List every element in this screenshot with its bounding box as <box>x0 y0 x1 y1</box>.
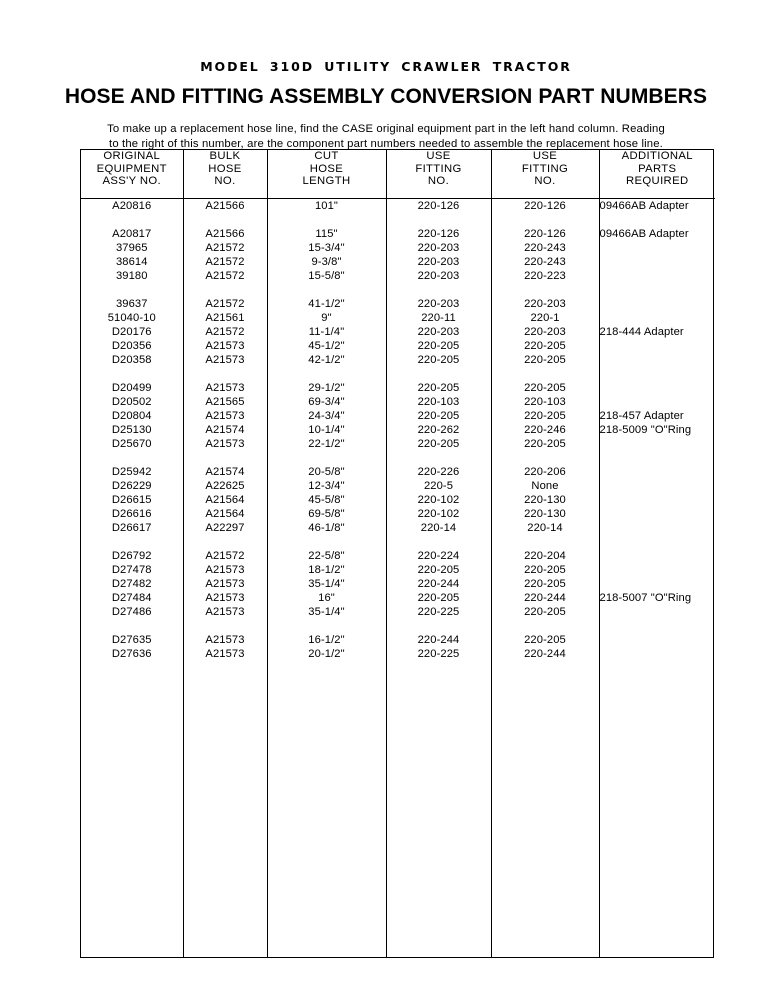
page-title: HOSE AND FITTING ASSEMBLY CONVERSION PART NUMBERS <box>64 85 708 108</box>
column-cell-cut-hose-length <box>267 199 386 958</box>
table-row: 220-205 <box>417 382 460 394</box>
table-row: D25670 <box>111 438 152 450</box>
table-row: D26617 <box>111 522 152 534</box>
table-row: 51040-10 <box>107 312 156 324</box>
table-row: D27635 <box>111 634 152 646</box>
column-cell-original-equipment-assy-no <box>81 199 183 958</box>
table-row: 220-205 <box>417 592 460 604</box>
table-row-group <box>184 381 267 451</box>
table-row-group <box>492 199 599 213</box>
table-row-group <box>184 633 267 661</box>
table-row-group <box>600 297 716 367</box>
table-row-group <box>387 199 491 213</box>
table-row: 39637 <box>115 298 148 310</box>
table-row-group <box>268 465 386 535</box>
table-row-group <box>387 381 491 451</box>
table-row: 46-1/8" <box>308 522 345 534</box>
table-row-group <box>492 633 599 661</box>
column-header-line: FITTING <box>415 162 462 175</box>
table-row: 220-223 <box>524 270 566 282</box>
table-row: D25130 <box>111 424 152 436</box>
table-row: 220-203 <box>417 270 460 282</box>
table-row: A21564 <box>205 494 245 506</box>
column-header-line: HOSE <box>309 162 344 175</box>
column-header-line: PARTS <box>638 162 677 175</box>
table-row: 220-11 <box>421 312 456 324</box>
table-row: A21573 <box>205 634 245 646</box>
table-row: 220-225 <box>417 606 460 618</box>
table-row: D20502 <box>111 396 152 408</box>
table-row: 220-225 <box>417 648 460 660</box>
table-row-group <box>600 465 716 535</box>
table-row-group <box>184 227 267 283</box>
table-row: A21573 <box>205 354 245 366</box>
table-row: 220-246 <box>524 424 566 436</box>
table-row: 220-1 <box>530 312 560 324</box>
table-row: 29-1/2" <box>308 382 345 394</box>
table-row-group <box>268 297 386 367</box>
table-row: 220-5 <box>423 480 454 492</box>
table-row: A21573 <box>205 648 245 660</box>
table-row: 45-5/8" <box>308 494 345 506</box>
table-row-group <box>387 227 491 283</box>
table-row: A21564 <box>205 508 245 520</box>
table-row: 220-14 <box>420 522 457 534</box>
table-row-group <box>492 381 599 451</box>
column-header-line: ADDITIONAL <box>621 150 693 162</box>
table-row: A21565 <box>205 396 245 408</box>
column-header-use-fitting-no-2 <box>491 150 599 199</box>
table-row: D20358 <box>111 354 152 366</box>
table-row-group <box>81 199 183 213</box>
table-body <box>81 199 715 958</box>
table-row-group <box>268 381 386 451</box>
table-row: D27486 <box>111 606 152 618</box>
intro-line-1: To make up a replacement hose line, find the CASE original equipment part in the left hand column. Reading <box>107 123 665 135</box>
table-header-row <box>81 150 715 199</box>
table-row: 220-103 <box>417 396 460 408</box>
table-row: A20817 <box>112 228 152 240</box>
table-row-group <box>81 297 183 367</box>
table-row: 220-103 <box>524 396 566 408</box>
table-row: 11-1/4" <box>308 326 345 338</box>
table-row: 9" <box>321 312 332 324</box>
column-header-line: BULK <box>209 150 241 162</box>
table-row: 220-205 <box>524 354 566 366</box>
table-row: A21573 <box>205 438 245 450</box>
table-row: A21574 <box>205 424 245 436</box>
table-row: 35-1/4" <box>308 578 345 590</box>
table-row: 39180 <box>115 270 148 282</box>
column-header-line: ORIGINAL <box>103 150 161 162</box>
table-row: A21573 <box>205 564 245 576</box>
table-row: D26616 <box>111 508 152 520</box>
table-row-group <box>81 227 183 283</box>
table-row: 41-1/2" <box>308 298 345 310</box>
table-row: A21573 <box>205 592 245 604</box>
table-row: 35-1/4" <box>308 606 345 618</box>
table-row-group <box>268 549 386 619</box>
table-row: D27636 <box>111 648 152 660</box>
column-header-line: CUT <box>314 150 339 162</box>
column-header-line: NO. <box>214 175 236 188</box>
table-row-group <box>184 199 267 213</box>
table-row: 15-3/4" <box>308 242 345 254</box>
table-row: 220-203 <box>524 326 566 338</box>
table-row: 218-5009 "O"Ring <box>599 424 692 436</box>
table-row: 24-3/4" <box>308 410 345 422</box>
table-row: 9-3/8" <box>311 256 342 268</box>
table-row-group <box>184 465 267 535</box>
table-row-group <box>387 549 491 619</box>
table-row: 220-205 <box>417 564 460 576</box>
table-row: 220-130 <box>524 508 566 520</box>
table-row: D26229 <box>111 480 152 492</box>
table-row: 101" <box>314 200 339 212</box>
table-row-group <box>387 465 491 535</box>
table-row: D20804 <box>111 410 152 422</box>
table-row: 220-204 <box>524 550 566 562</box>
table-row-group <box>184 549 267 619</box>
table-row: 220-102 <box>417 508 460 520</box>
table-row: 15-5/8" <box>308 270 345 282</box>
table-row: A21572 <box>205 270 245 282</box>
table-row: D26792 <box>111 550 152 562</box>
table-row: 220-203 <box>417 298 460 310</box>
column-header-bulk-hose-no <box>183 150 267 199</box>
column-header-line: NO. <box>427 175 450 188</box>
table-row: A20816 <box>112 200 152 212</box>
table-row: 220-126 <box>524 228 566 240</box>
table-row: 220-102 <box>417 494 460 506</box>
table-row: 220-262 <box>417 424 460 436</box>
table-row-group <box>600 633 716 661</box>
table-row: 220-244 <box>417 634 460 646</box>
table-row: A21572 <box>205 326 245 338</box>
table-row: A21573 <box>205 410 245 422</box>
table-row: 16" <box>318 592 335 604</box>
table-row-group <box>492 227 599 283</box>
table-row: 10-1/4" <box>308 424 345 436</box>
table-row: 18-1/2" <box>308 564 345 576</box>
table-row: 218-444 Adapter <box>599 326 684 338</box>
table-row: A21573 <box>205 606 245 618</box>
column-header-original-equipment-assy-no <box>81 150 183 199</box>
table-row-group <box>184 297 267 367</box>
table-row: 220-205 <box>524 382 566 394</box>
table-row: A21566 <box>205 200 245 212</box>
table-row-group <box>268 199 386 213</box>
table-row: A21573 <box>205 382 245 394</box>
table-row: 16-1/2" <box>308 634 345 646</box>
table-row: 220-126 <box>417 228 460 240</box>
table-row: 20-1/2" <box>308 648 345 660</box>
table-row: 220-126 <box>524 200 566 212</box>
table-row: 220-205 <box>524 634 566 646</box>
table-row: 22-1/2" <box>308 438 345 450</box>
table-row: A21572 <box>205 242 245 254</box>
table-row-group <box>81 465 183 535</box>
table-row: 220-244 <box>417 578 460 590</box>
column-header-line: REQUIRED <box>626 175 689 188</box>
table-row: 220-243 <box>524 256 566 268</box>
table-row: 20-5/8" <box>308 466 345 478</box>
table-row: 69-3/4" <box>308 396 345 408</box>
intro-line-2: to the right of this number, are the component part numbers needed to assemble the replacement hose line. <box>109 137 663 150</box>
table-row-group <box>387 297 491 367</box>
table-row: D27478 <box>111 564 152 576</box>
table-row: 220-14 <box>527 522 563 534</box>
table-row: 220-205 <box>417 354 460 366</box>
table-row: A21572 <box>205 256 245 268</box>
table-row-group <box>492 549 599 619</box>
table-row-group <box>268 633 386 661</box>
table-row: A22297 <box>205 522 245 534</box>
table-row: A21572 <box>205 298 245 310</box>
table-row: 09466AB Adapter <box>599 200 689 212</box>
column-header-line: EQUIPMENT <box>96 162 167 175</box>
table-row: A22625 <box>205 480 245 492</box>
table-row: 220-203 <box>417 242 460 254</box>
table-row: 220-205 <box>524 410 566 422</box>
table-row: 220-205 <box>524 438 566 450</box>
table-row: 22-5/8" <box>308 550 345 562</box>
table-row: 220-205 <box>417 340 460 352</box>
column-header-line: LENGTH <box>302 175 351 188</box>
table-row: 115" <box>315 228 338 240</box>
parts-conversion-table <box>80 149 714 958</box>
column-header-additional-parts-required <box>599 150 715 199</box>
table-row: 220-203 <box>417 326 460 338</box>
column-cell-use-fitting-no-1 <box>386 199 491 958</box>
table-row: A21573 <box>205 340 245 352</box>
table-row: 220-203 <box>524 298 566 310</box>
column-cell-additional-parts-required <box>599 199 715 958</box>
column-header-line: ASS'Y NO. <box>102 175 161 188</box>
table-row-group <box>268 227 386 283</box>
table-row: None <box>531 480 559 492</box>
table-row: 42-1/2" <box>308 354 345 366</box>
column-header-line: HOSE <box>208 162 242 175</box>
table-row: 12-3/4" <box>308 480 345 492</box>
table-row: 09466AB Adapter <box>599 228 689 240</box>
column-cell-bulk-hose-no <box>183 199 267 958</box>
table-row: A21574 <box>205 466 245 478</box>
table-row-group <box>492 297 599 367</box>
table-row: D27484 <box>111 592 152 604</box>
column-cell-use-fitting-no-2 <box>491 199 599 958</box>
table-row-group <box>492 465 599 535</box>
table-row: A21573 <box>205 578 245 590</box>
table-row-group <box>81 633 183 661</box>
table-row-group <box>600 381 716 451</box>
table-row: 220-205 <box>524 606 566 618</box>
column-header-line: USE <box>532 150 558 162</box>
table-row: 37965 <box>115 242 148 254</box>
table-row: 220-244 <box>524 648 566 660</box>
table-row: D26615 <box>111 494 152 506</box>
table-row: 218-457 Adapter <box>599 410 684 422</box>
table-row: 220-205 <box>417 410 460 422</box>
model-subtitle: MODEL 310D UTILITY CRAWLER TRACTOR <box>200 59 572 74</box>
column-header-cut-hose-length <box>267 150 386 199</box>
table-row: D20499 <box>111 382 152 394</box>
table-row-group <box>600 549 716 619</box>
table-row-group <box>81 381 183 451</box>
column-header-line: NO. <box>534 175 556 188</box>
table-row: 220-205 <box>417 438 460 450</box>
table-row: 220-126 <box>417 200 460 212</box>
table-row: 220-205 <box>524 564 566 576</box>
table-row: D27482 <box>111 578 152 590</box>
table-row: 45-1/2" <box>308 340 345 352</box>
page-header <box>0 0 772 151</box>
column-header-line: USE <box>426 150 451 162</box>
table-row: A21561 <box>205 312 245 324</box>
column-header-line: FITTING <box>521 162 569 175</box>
table-row: A21572 <box>205 550 245 562</box>
table-row: D20176 <box>111 326 152 338</box>
table-row: D25942 <box>111 466 152 478</box>
table-row-group <box>600 227 716 283</box>
table-row: 220-244 <box>524 592 566 604</box>
intro-paragraph <box>86 122 686 151</box>
table-row: 220-226 <box>417 466 460 478</box>
table-row: 220-205 <box>524 340 566 352</box>
table-row: 220-130 <box>524 494 566 506</box>
table-row-group <box>600 199 716 213</box>
table-row: 220-243 <box>524 242 566 254</box>
table-row: 220-224 <box>417 550 460 562</box>
table-row: A21566 <box>205 228 245 240</box>
table-row: 69-5/8" <box>308 508 345 520</box>
table-row: 218-5007 "O"Ring <box>599 592 692 604</box>
column-header-use-fitting-no-1 <box>386 150 491 199</box>
table-row: 38614 <box>115 256 148 268</box>
table-row: 220-205 <box>524 578 566 590</box>
table-row-group <box>81 549 183 619</box>
table-row: 220-203 <box>417 256 460 268</box>
table-row: 220-206 <box>524 466 566 478</box>
table-row-group <box>387 633 491 661</box>
table-row: D20356 <box>111 340 152 352</box>
